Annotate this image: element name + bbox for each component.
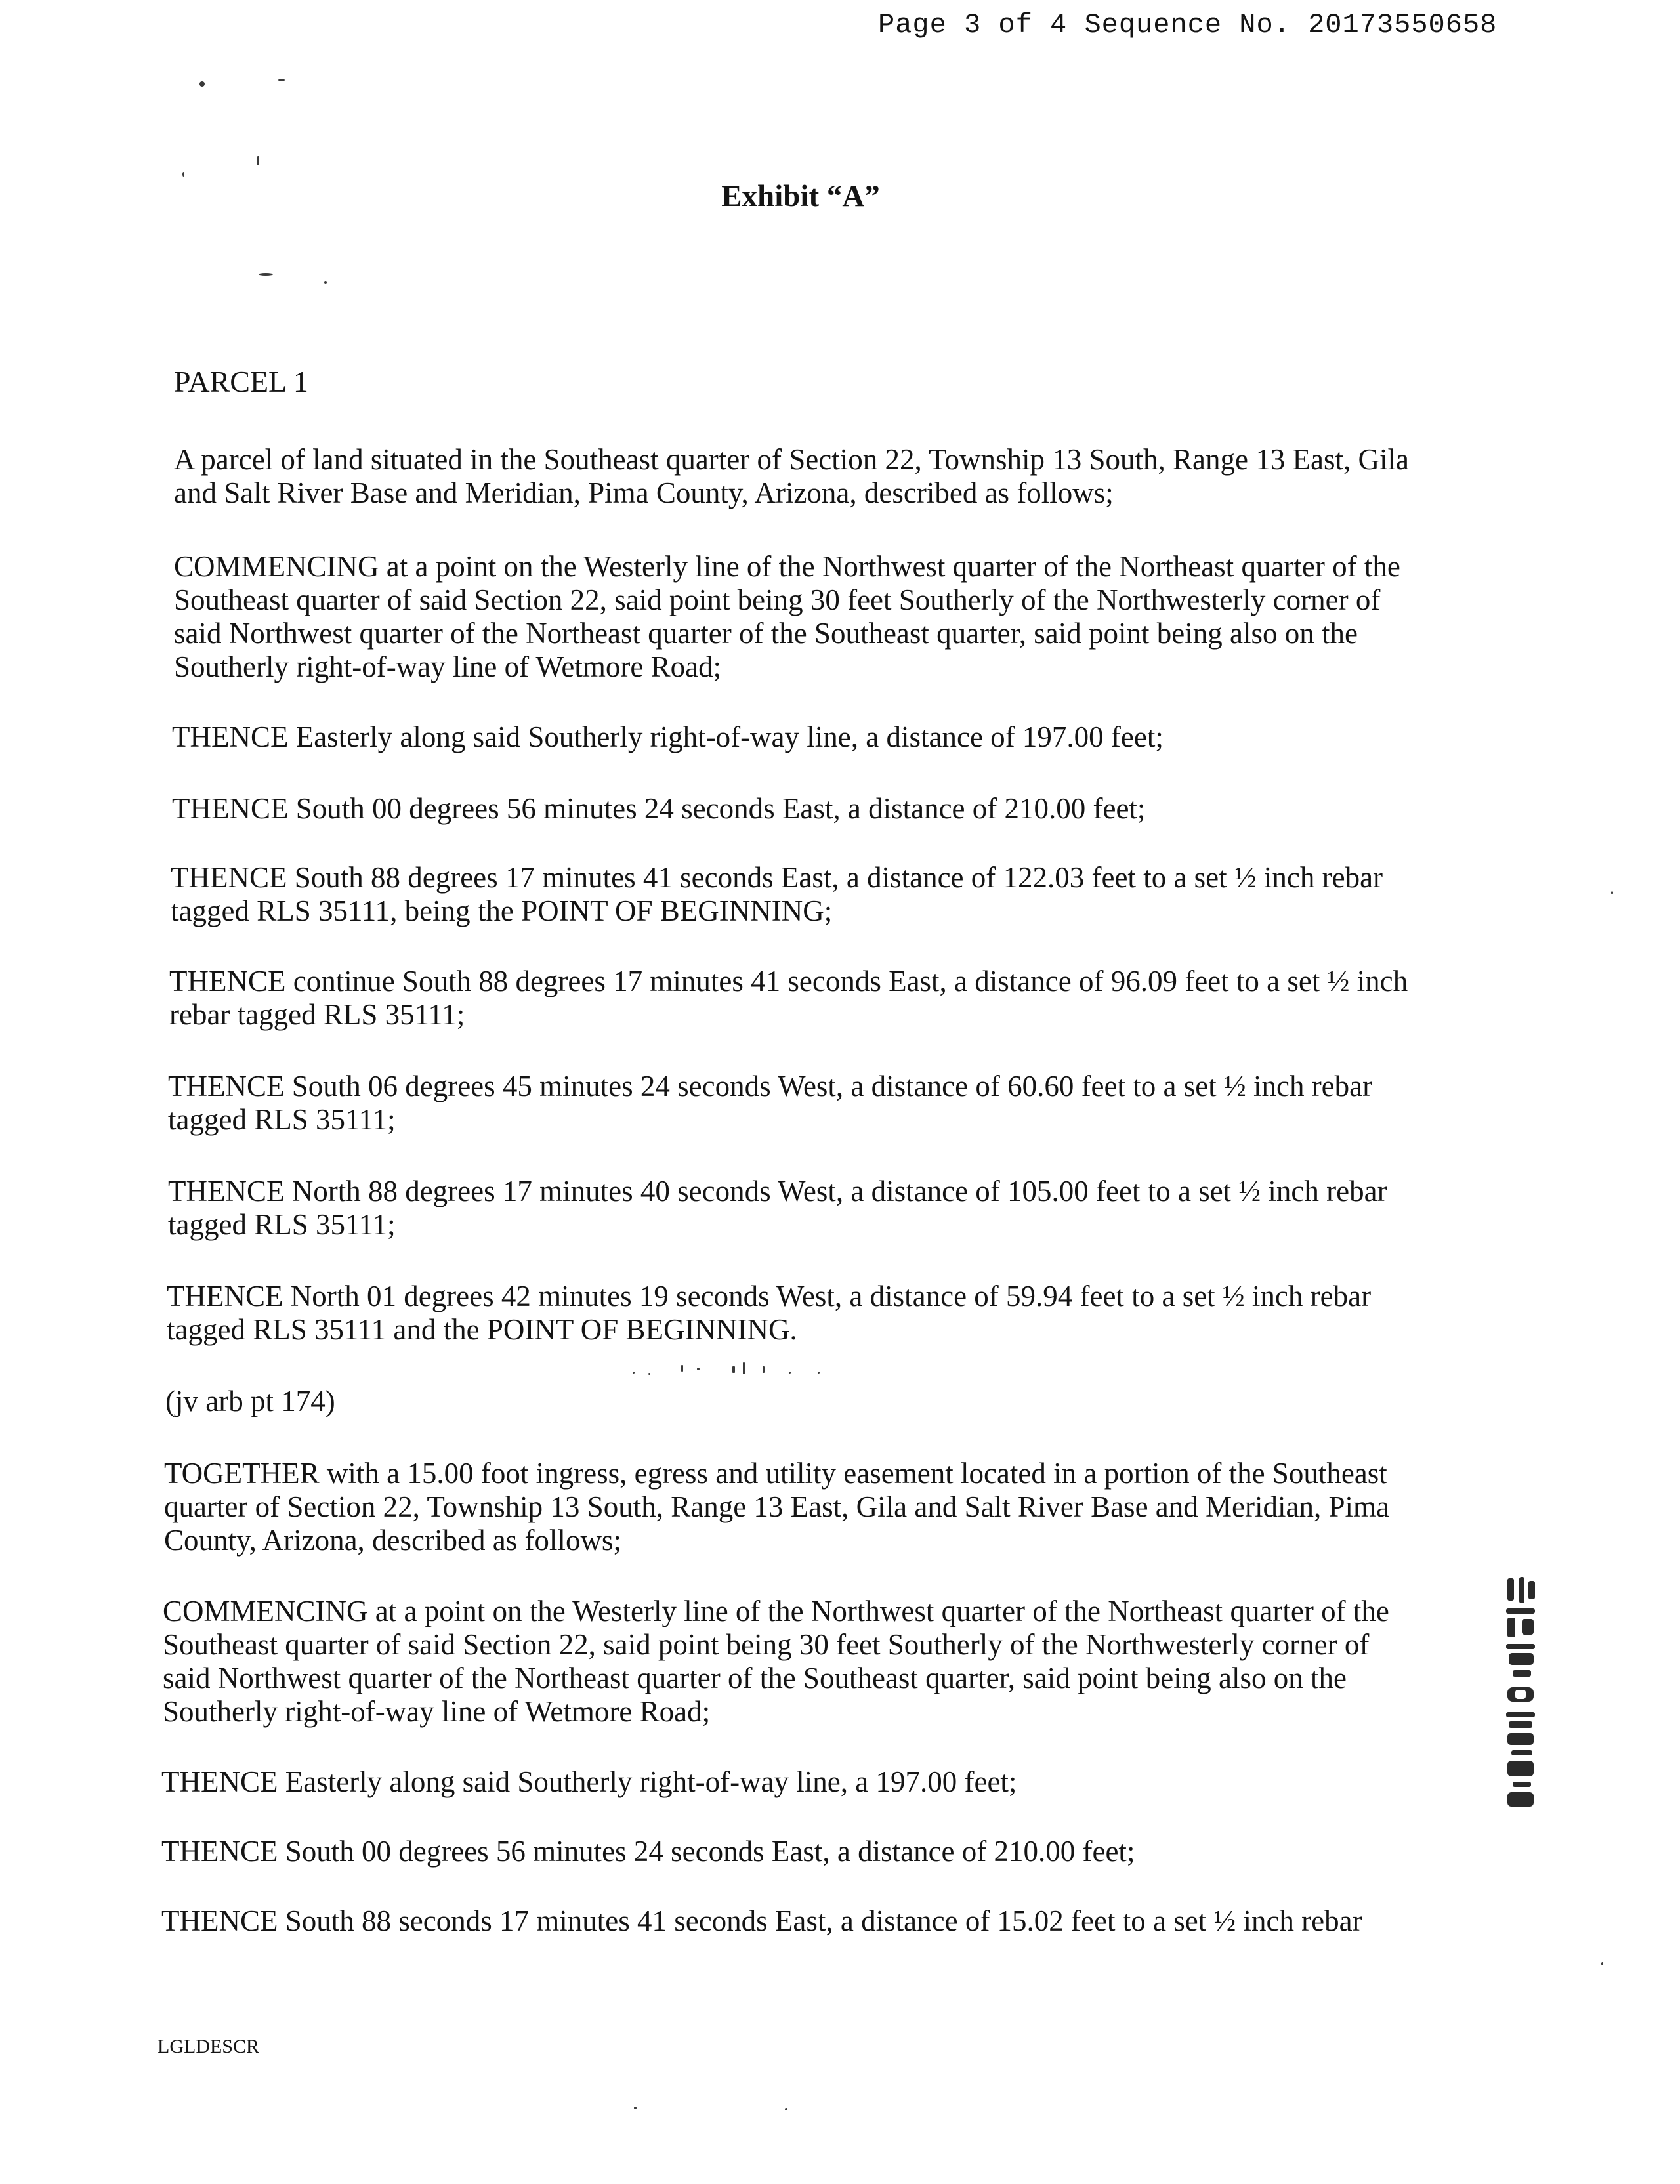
scan-speck <box>259 273 273 276</box>
document-code: LGLDESCR <box>158 2036 260 2057</box>
paragraph-line: THENCE Easterly along said Southerly right-of-way line, a distance of 197.00 feet; <box>172 721 1164 753</box>
scan-speck <box>1611 891 1613 894</box>
legal-paragraph-intro <box>174 443 1409 510</box>
legal-paragraph-thence <box>167 1280 1371 1347</box>
legal-paragraph-together <box>164 1457 1389 1557</box>
paragraph-line: THENCE South 88 seconds 17 minutes 41 seconds East, a distance of 15.02 feet to a set ½ inch rebar <box>161 1904 1362 1937</box>
paragraph-line: tagged RLS 35111; <box>168 1103 396 1136</box>
paragraph-line: COMMENCING at a point on the Westerly line of the Northwest quarter of the Northeast quarter of the <box>174 550 1400 583</box>
paragraph-line: COMMENCING at a point on the Westerly line of the Northwest quarter of the Northeast quarter of the <box>163 1595 1389 1628</box>
legal-paragraph-thence <box>168 1175 1387 1242</box>
scan-speck <box>697 1368 700 1370</box>
paragraph-line: Southerly right-of-way line of Wetmore Road; <box>174 650 722 683</box>
paragraph-line: THENCE South 06 degrees 45 minutes 24 seconds West, a distance of 60.60 feet to a set ½ inch rebar <box>168 1070 1373 1102</box>
scan-speck <box>324 281 327 284</box>
paragraph-line: tagged RLS 35111, being the POINT OF BEGINNING; <box>171 894 833 927</box>
paragraph-line: rebar tagged RLS 35111; <box>169 998 465 1031</box>
paragraph-line: quarter of Section 22, Township 13 South, Range 13 East, Gila and Salt River Base and Meridian, Pima <box>164 1490 1389 1523</box>
scan-speck <box>200 81 205 87</box>
paragraph-line: said Northwest quarter of the Northeast quarter of the Southeast quarter, said point being also on the <box>174 617 1358 650</box>
legal-paragraph-thence <box>168 1070 1372 1137</box>
scan-speck <box>732 1366 735 1373</box>
paragraph-line: THENCE North 88 degrees 17 minutes 40 seconds West, a distance of 105.00 feet to a set ½ inch rebar <box>168 1175 1387 1208</box>
scan-speck <box>182 172 184 177</box>
paragraph-line: said Northwest quarter of the Northeast quarter of the Southeast quarter, said point being also on the <box>163 1662 1347 1694</box>
paragraph-line: Southeast quarter of said Section 22, said point being 30 feet Southerly of the Northwesterly corner of <box>163 1628 1370 1661</box>
scan-speck <box>633 1372 635 1374</box>
paragraph-line: THENCE South 00 degrees 56 minutes 24 seconds East, a distance of 210.00 feet; <box>172 792 1146 825</box>
scan-speck <box>1601 1962 1603 1965</box>
page-sequence-header: Page 3 of 4 Sequence No. 20173550658 <box>878 9 1498 41</box>
scan-speck <box>785 2108 788 2110</box>
legal-paragraph-thence <box>161 1835 1135 1868</box>
recording-stamp <box>1493 1572 1545 1821</box>
scan-speck <box>763 1366 765 1373</box>
scan-speck <box>634 2107 637 2109</box>
legal-paragraph-reference <box>165 1385 335 1418</box>
paragraph-line: tagged RLS 35111 and the POINT OF BEGINNING. <box>167 1313 797 1346</box>
paragraph-line: THENCE South 00 degrees 56 minutes 24 seconds East, a distance of 210.00 feet; <box>161 1835 1135 1868</box>
legal-paragraph-thence <box>161 1765 1017 1799</box>
legal-paragraph-thence <box>161 1904 1362 1938</box>
legal-paragraph-commencing <box>163 1595 1389 1729</box>
paragraph-line: Southerly right-of-way line of Wetmore Road; <box>163 1695 711 1728</box>
parcel-label: PARCEL 1 <box>174 365 308 398</box>
legal-paragraph-thence <box>172 792 1145 826</box>
scan-speck <box>681 1365 683 1372</box>
legal-paragraph-thence <box>172 721 1164 754</box>
paragraph-line: County, Arizona, described as follows; <box>164 1524 621 1557</box>
paragraph-line: Southeast quarter of said Section 22, said point being 30 feet Southerly of the Northwesterly corner of <box>174 583 1381 616</box>
scan-speck <box>257 156 259 165</box>
scan-speck <box>648 1373 650 1375</box>
paragraph-line: THENCE continue South 88 degrees 17 minutes 41 seconds East, a distance of 96.09 feet to a set ½ inch <box>169 965 1408 998</box>
paragraph-line: tagged RLS 35111; <box>168 1208 396 1241</box>
paragraph-line: THENCE Easterly along said Southerly right-of-way line, a 197.00 feet; <box>161 1765 1017 1798</box>
paragraph-line: (jv arb pt 174) <box>165 1385 335 1418</box>
legal-paragraph-thence <box>171 861 1383 928</box>
paragraph-line: TOGETHER with a 15.00 foot ingress, egress and utility easement located in a portion of the Southeast <box>164 1457 1387 1490</box>
scan-speck <box>789 1372 791 1374</box>
paragraph-line: THENCE North 01 degrees 42 minutes 19 seconds West, a distance of 59.94 feet to a set ½ inch rebar <box>167 1280 1372 1312</box>
paragraph-line: and Salt River Base and Meridian, Pima County, Arizona, described as follows; <box>174 476 1114 509</box>
paragraph-line: THENCE South 88 degrees 17 minutes 41 seconds East, a distance of 122.03 feet to a set ½ inch rebar <box>171 861 1383 894</box>
exhibit-title: Exhibit “A” <box>721 179 880 213</box>
legal-paragraph-thence <box>169 965 1408 1032</box>
paragraph-line: A parcel of land situated in the Southeast quarter of Section 22, Township 13 South, Range 13 East, Gila <box>174 443 1409 476</box>
scan-speck <box>278 79 285 81</box>
scan-speck <box>818 1372 820 1374</box>
scan-speck <box>743 1362 745 1374</box>
legal-paragraph-commencing <box>174 550 1400 684</box>
